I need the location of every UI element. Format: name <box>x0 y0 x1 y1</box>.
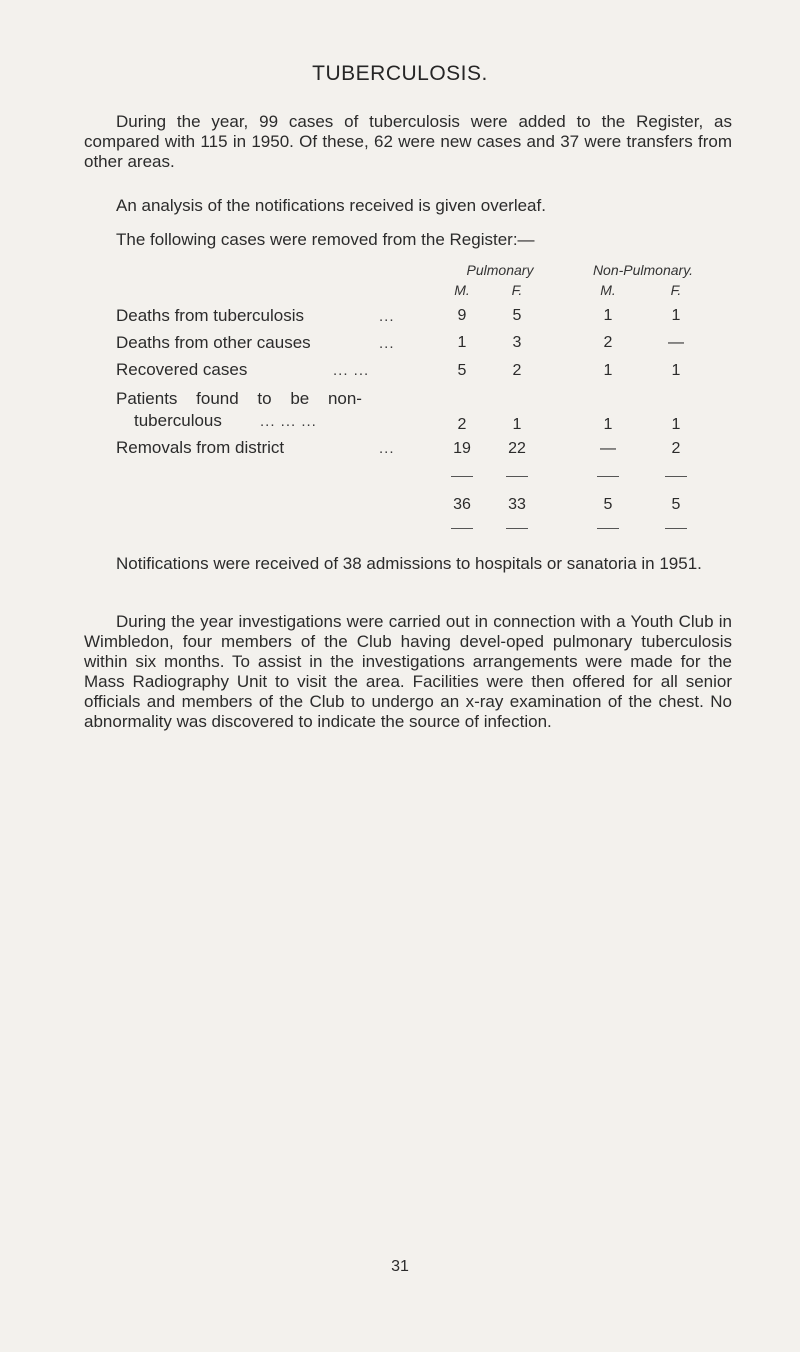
cell-recovered-nf: 1 <box>671 362 681 379</box>
closing-paragraph-investigations <box>84 612 732 732</box>
sum-rule <box>665 476 687 477</box>
row-leader-dots: ... <box>379 440 395 457</box>
cell-removals-nm: — <box>600 440 616 457</box>
row-label-deaths-tb: Deaths from tuberculosis <box>116 306 305 325</box>
row-label-non-tb-line1 <box>116 389 401 409</box>
row-leader-dots: ... ... <box>333 362 370 379</box>
header-nonpulmonary-male: M. <box>600 282 616 298</box>
cell-non-tb-nf: 1 <box>671 416 681 433</box>
intro-paragraph-analysis: An analysis of the notifications received is given overleaf. <box>116 196 546 215</box>
row-label-non-tb-line2: tuberculous <box>134 411 222 430</box>
header-pulmonary: Pulmonary <box>466 262 534 278</box>
header-pulmonary-male: M. <box>454 282 470 298</box>
header-pulmonary-female: F. <box>511 282 523 298</box>
cell-deaths-other-nf: — <box>668 334 684 351</box>
sum-rule <box>451 528 473 529</box>
page-title: TUBERCULOSIS. <box>312 62 488 85</box>
cell-deaths-other-pm: 1 <box>457 334 467 351</box>
total-nm: 5 <box>603 496 613 513</box>
page-number: 31 <box>391 1258 409 1275</box>
cell-deaths-tb-pf: 5 <box>512 307 522 324</box>
total-pf: 33 <box>508 496 526 513</box>
cell-deaths-tb-pm: 9 <box>457 307 467 324</box>
cell-removals-pm: 19 <box>453 440 471 457</box>
total-nf: 5 <box>671 496 681 513</box>
row-label-recovered: Recovered cases <box>116 360 248 379</box>
row-leader-dots: ... <box>379 308 395 325</box>
closing-paragraph-text: Notifications were received of 38 admissions to hospitals or sanatoria in 1951. <box>116 554 702 573</box>
cell-recovered-pf: 2 <box>512 362 522 379</box>
row-leader-dots: ... ... ... <box>260 413 317 430</box>
cell-deaths-tb-nf: 1 <box>671 307 681 324</box>
closing-paragraph-text: During the year investigations were carried out in connection with a Youth Club in Wimbledon, four members of the Club having devel-oped pulmonary tuberculosis within six months. To assist in the investigations arrangements were made for the Mass Radiography Unit to visit the area. Facilities were then offered for all senior officials and members of the Club to undergo an x-ray examination of the chest. No abnormality was discovered to indicate the source of infection. <box>84 612 732 731</box>
cell-recovered-nm: 1 <box>603 362 613 379</box>
intro-paragraph-removed: The following cases were removed from the Register:— <box>116 230 535 249</box>
row-label-removals: Removals from district <box>116 438 285 457</box>
cell-deaths-tb-nm: 1 <box>603 307 613 324</box>
row-label-non-tb-line1-text: Patients found to be non- <box>116 389 362 408</box>
row-leader-dots: ... <box>379 335 395 352</box>
row-label-deaths-other: Deaths from other causes <box>116 333 311 352</box>
cell-non-tb-nm: 1 <box>603 416 613 433</box>
sum-rule <box>506 528 528 529</box>
sum-rule <box>665 528 687 529</box>
cell-removals-nf: 2 <box>671 440 681 457</box>
header-non-pulmonary: Non-Pulmonary. <box>592 262 694 278</box>
sum-rule <box>597 528 619 529</box>
cell-deaths-other-nm: 2 <box>603 334 613 351</box>
intro-paragraph-text: During the year, 99 cases of tuberculosis were added to the Register, as compared with 115 in 1950. Of these, 62 were new cases and 37 were transfers from other areas. <box>84 112 732 171</box>
header-nonpulmonary-female: F. <box>670 282 682 298</box>
cell-non-tb-pf: 1 <box>512 416 522 433</box>
cell-recovered-pm: 5 <box>457 362 467 379</box>
cell-non-tb-pm: 2 <box>457 416 467 433</box>
cell-removals-pf: 22 <box>508 440 526 457</box>
sum-rule <box>451 476 473 477</box>
closing-paragraph-notifications <box>84 554 732 574</box>
cell-deaths-other-pf: 3 <box>512 334 522 351</box>
total-pm: 36 <box>453 496 471 513</box>
sum-rule <box>506 476 528 477</box>
intro-paragraph-register <box>84 112 732 172</box>
sum-rule <box>597 476 619 477</box>
